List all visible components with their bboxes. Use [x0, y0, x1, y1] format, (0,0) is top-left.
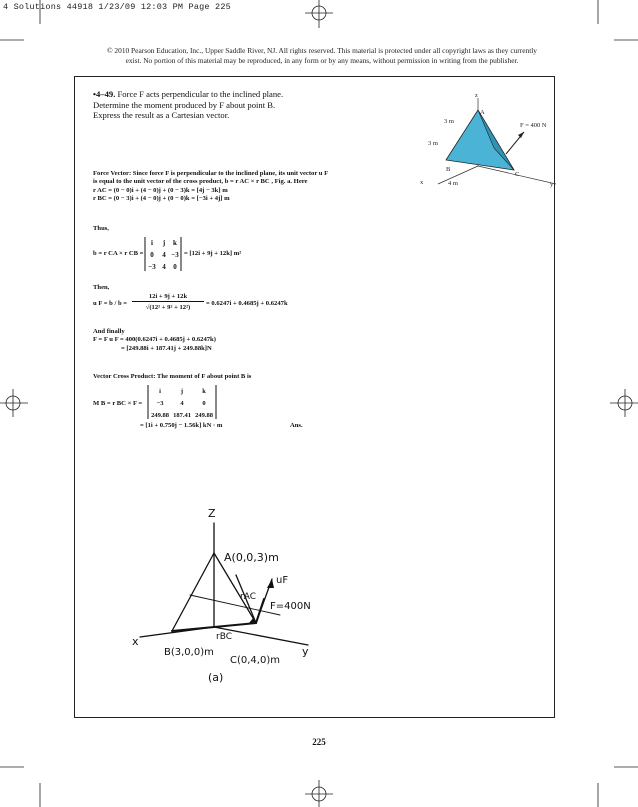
sketch-line-ab: [172, 553, 214, 631]
sketch-plane-edge: [190, 595, 280, 615]
solution-then: Then,: [93, 284, 110, 291]
solution-force-vector: [93, 170, 393, 204]
fig-label-y: y: [550, 181, 554, 188]
equation-mb-lhs: M B = r BC × F =: [93, 400, 143, 407]
solution-thus: Thus,: [93, 225, 109, 232]
force-arrowhead: [518, 132, 524, 138]
det-cell: k: [202, 388, 206, 395]
sketch-label-uf: uF: [276, 575, 289, 586]
copyright-notice: [92, 46, 552, 66]
det-cell: i: [151, 239, 153, 247]
sketch-label-y: y: [302, 645, 309, 658]
equation-rac: r AC = (0 − 0)i + (4 − 0)j + (0 − 3)k = [4j − 3k] m: [93, 186, 228, 194]
sketch-figure-a: [120, 495, 360, 695]
fig-label-3m-b: 3 m: [428, 140, 438, 147]
det-cell: 0: [173, 263, 177, 271]
equation-uf-denominator: √(12² + 9² + 12²): [145, 304, 191, 311]
print-slug: 4 Solutions 44918 1/23/09 12:03 PM Page 225: [3, 2, 231, 12]
equation-uf-lhs: u F = b / b =: [93, 300, 128, 307]
det-cell: 4: [162, 263, 166, 271]
inclined-plane: [446, 110, 514, 170]
det-cell: k: [173, 239, 177, 247]
copyright-line: exist. No portion of this material may be reproduced, in any form or by any means, without permission in writing from the publisher.: [125, 56, 519, 65]
fig-label-c: C: [515, 171, 520, 178]
equation-f-result: = [249.88i + 187.41j + 249.88k]N: [121, 344, 212, 352]
equation-b-rhs: = [12i + 9j + 12k] m²: [184, 250, 242, 257]
solution-text: Force Vector: Since force F is perpendicular to the inclined plane, its unit vector u F: [93, 170, 329, 177]
problem-statement: [93, 89, 333, 121]
sketch-caption: (a): [208, 671, 224, 684]
solution-text: And finally: [93, 328, 125, 335]
sketch-label-b: B(3,0,0)m: [164, 647, 214, 658]
fig-label-force: F = 400 N: [520, 122, 547, 129]
det-cell: 187.41: [173, 412, 191, 419]
problem-line: [93, 89, 333, 100]
solution-cross-product: Vector Cross Product: The moment of F about point B is: [93, 373, 252, 380]
sketch-label-force: F=400N: [270, 601, 311, 612]
det-cell: 0: [150, 251, 154, 259]
determinant-b: [143, 236, 183, 272]
det-cell: −3: [171, 251, 179, 259]
sketch-label-a: A(0,0,3)m: [224, 551, 279, 564]
problem-number: •4–49.: [93, 89, 116, 99]
fig-label-z: z: [475, 92, 478, 99]
equation-b-lhs: b = r CA × r CB =: [93, 250, 144, 257]
solution-text: is equal to the unit vector of the cross product, b = r AC × r BC , Fig. a. Here: [93, 178, 308, 186]
solution-finally: [93, 328, 353, 353]
det-cell: 0: [202, 400, 206, 407]
sketch-label-rbc: rBC: [216, 632, 233, 642]
problem-line: Determine the moment produced by F about point B.: [93, 99, 276, 110]
fig-label-x: x: [420, 179, 424, 186]
equation-rbc: r BC = (0 − 3)i + (4 − 0)j + (0 − 0)k = [−3i + 4j] m: [93, 195, 230, 203]
det-cell: 249.88: [195, 412, 213, 419]
fig-label-b: B: [446, 166, 451, 173]
sketch-label-c: C(0,4,0)m: [230, 655, 280, 666]
det-cell: −3: [148, 263, 156, 271]
problem-figure: [398, 88, 558, 198]
equation-f: F = F u F = 400(0.6247i + 0.4685j + 0.6247k): [93, 336, 216, 344]
det-cell: 4: [162, 251, 166, 259]
sketch-arrowhead-f: [267, 579, 274, 588]
det-cell: i: [159, 388, 161, 395]
fig-label-3m-a: 3 m: [444, 118, 454, 125]
fig-label-a: A: [480, 109, 485, 116]
answer-label: Ans.: [290, 422, 303, 429]
page-number: 225: [312, 737, 326, 747]
sketch-label-z: Z: [208, 507, 216, 520]
sketch-label-rac: rAC: [240, 592, 256, 602]
problem-text: Force F acts perpendicular to the inclined plane.: [117, 89, 284, 99]
copyright-line: © 2010 Pearson Education, Inc., Upper Saddle River, NJ. All rights reserved. This material is protected under all copyright laws as they currently: [106, 46, 538, 55]
equation-mb-rhs: = [1i + 0.750j − 1.56k] kN · m: [140, 422, 223, 429]
equation-uf-numerator: 12i + 9j + 12k: [132, 293, 204, 302]
sketch-label-x: x: [132, 635, 139, 648]
equation-uf-rhs: = 0.6247i + 0.4685j + 0.6247k: [206, 300, 288, 307]
det-cell: 249.88: [151, 412, 169, 419]
fig-label-4m: 4 m: [448, 180, 458, 187]
det-cell: −3: [156, 400, 164, 407]
problem-line: Express the result as a Cartesian vector.: [93, 110, 230, 120]
det-cell: 4: [180, 400, 184, 407]
det-cell: j: [180, 388, 184, 395]
det-cell: j: [162, 239, 166, 247]
determinant-mb: [146, 384, 218, 420]
